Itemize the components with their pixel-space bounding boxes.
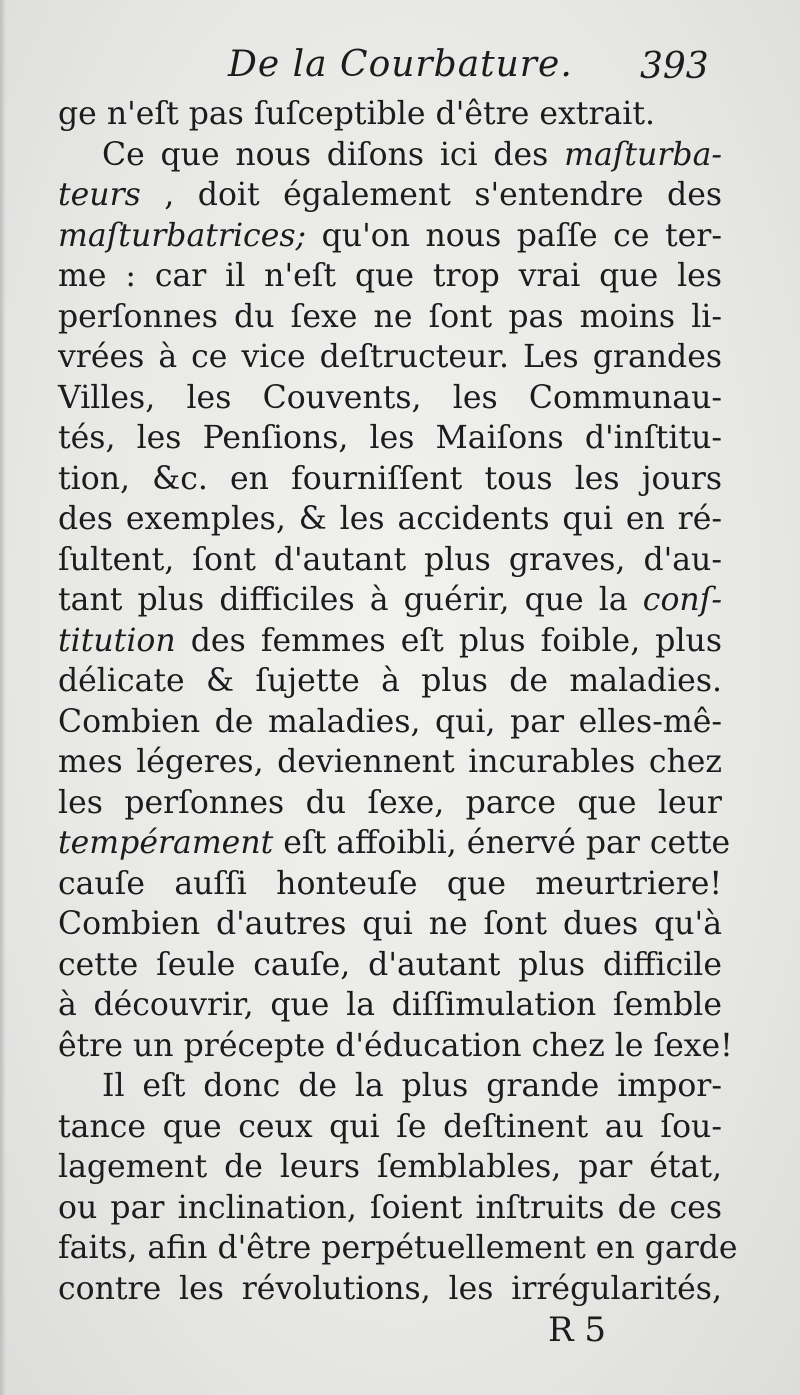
text-segment: eſt affoibli, énervé par cette: [273, 825, 731, 861]
text-line: [58, 702, 722, 743]
text-line: [58, 378, 722, 419]
text-segment: Ce que nous diſons ici des: [102, 136, 565, 173]
text-line: [58, 297, 722, 338]
text-line: [58, 580, 722, 621]
text-line: [58, 418, 722, 459]
text-line: [58, 783, 722, 824]
text-segment: des femmes eſt plus foible, plus: [175, 622, 722, 659]
text-segment: des exemples, & les accidents qui en ré-: [58, 501, 722, 537]
text-line: [58, 945, 722, 986]
text-line: [58, 864, 722, 905]
text-line: [58, 1107, 722, 1148]
running-title: De la Courbature.: [228, 44, 573, 85]
text-line: [58, 661, 722, 702]
text-segment: Combien de maladies, qui, par elles-mê-: [58, 703, 722, 740]
text-line: [58, 1147, 722, 1188]
text-segment: ge n'eſt pas ſuſceptible d'être extrait.: [58, 96, 656, 132]
text-segment: ſultent, ſont d'autant plus graves, d'au-: [58, 541, 722, 578]
text-segment: cauſe auſſi honteuſe que meurtriere!: [58, 865, 722, 902]
text-line: [58, 904, 722, 945]
italic-text-segment: titution: [58, 622, 176, 659]
text-segment: tance que ceux qui ſe deſtinent au ſou-: [58, 1108, 722, 1145]
text-line: [58, 1269, 722, 1310]
body-text: [58, 94, 738, 1309]
text-line: [58, 742, 722, 783]
text-segment: cette ſeule cauſe, d'autant plus difficile: [58, 946, 722, 983]
text-segment: qu'on nous paſſe ce ter-: [306, 217, 722, 254]
page-edge-shadow: [0, 0, 6, 1395]
text-segment: , doit également s'entendre des: [140, 177, 722, 213]
text-line: [58, 621, 722, 662]
text-line: [58, 337, 722, 378]
text-segment: contre les révolutions, les irrégularités,: [58, 1270, 722, 1307]
text-segment: Villes, les Couvents, les Communau-: [58, 379, 722, 416]
text-line: [58, 823, 731, 864]
text-segment: tés, les Penſions, les Maiſons d'inſtitu-: [58, 420, 722, 456]
text-segment: mes légeres, deviennent incurables chez: [58, 744, 722, 780]
text-segment: faits, afin d'être perpétuellement en garde: [58, 1230, 738, 1266]
italic-text-segment: maſturbatrices;: [58, 217, 307, 254]
text-line: [58, 216, 722, 257]
text-segment: perſonnes du ſexe ne ſont pas moins li-: [58, 298, 722, 335]
text-line: [58, 256, 722, 297]
italic-text-segment: conſ-: [642, 582, 722, 618]
text-segment: lagement de leurs ſemblables, par état,: [58, 1149, 722, 1185]
text-segment: être un précepte d'éducation chez le ſexe!: [58, 1027, 733, 1064]
text-line: [58, 175, 722, 216]
italic-text-segment: teurs: [58, 177, 141, 213]
page-number: 393: [640, 46, 709, 87]
text-segment: les perſonnes du ſexe, parce que leur: [58, 784, 722, 821]
text-segment: à découvrir, que la diſſimulation ſemble: [58, 987, 722, 1023]
signature-mark: R 5: [548, 1310, 607, 1350]
text-segment: délicate & ſujette à plus de maladies.: [58, 663, 722, 699]
text-segment: tion, &c. en fourniſſent tous les jours: [58, 460, 722, 497]
text-segment: Il eſt donc de la plus grande impor-: [102, 1068, 722, 1104]
text-line: [58, 135, 722, 176]
text-line: [58, 499, 722, 540]
text-line: [58, 540, 722, 581]
text-segment: me : car il n'eſt que trop vrai que les: [58, 258, 722, 294]
text-line: [58, 1188, 722, 1229]
text-line: [58, 1228, 738, 1269]
text-segment: Combien d'autres qui ne ſont dues qu'à: [58, 906, 722, 942]
italic-text-segment: tempérament: [58, 825, 274, 861]
italic-text-segment: maſturba-: [564, 136, 722, 173]
text-segment: vrées à ce vice deſtructeur. Les grandes: [58, 339, 722, 375]
text-line: [58, 459, 722, 500]
text-line: [58, 985, 722, 1026]
page-header: [0, 42, 800, 98]
text-line: [58, 1026, 733, 1067]
text-segment: tant plus difficiles à guérir, que la: [58, 582, 643, 618]
text-segment: ou par inclination, ſoient inſtruits de ces: [58, 1189, 722, 1226]
text-line: [58, 94, 722, 135]
text-line: [58, 1066, 722, 1107]
